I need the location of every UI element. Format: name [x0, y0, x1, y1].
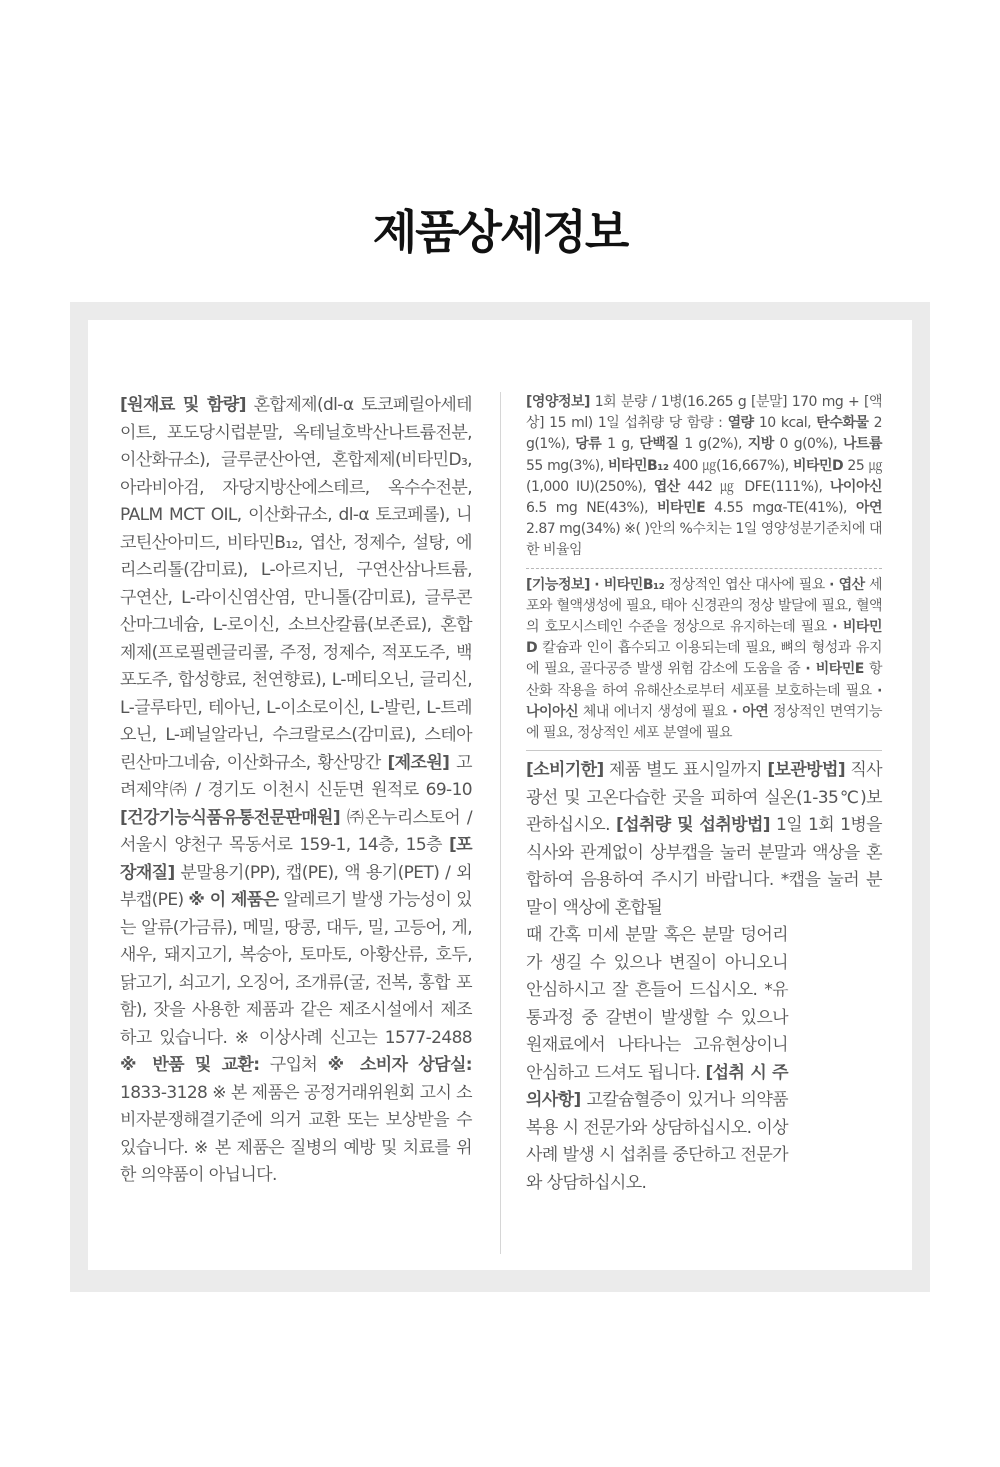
- page-title: 제품상세정보: [372, 205, 628, 259]
- nutrient-name: 나트륨: [842, 436, 883, 453]
- expiry-text: 제품 별도 표시일까지: [608, 760, 763, 781]
- intake-text: 1일 1회 1병을 식사와 관계없이 상부캡을 눌러 분말과 액상을 혼합하여 음용하여 주시기 바랍니다. *캡을 눌러 분말이 액상에 혼합될: [526, 815, 882, 918]
- nutrient-name: 당류: [575, 436, 602, 453]
- nutrient-name: 엽산: [653, 478, 680, 495]
- function-value: 세포와 혈액생성에 필요, 태아 신경관의 정상 발달에 필요, 혈액의 호모시스테인 수준을 정상으로 유지하는데 필요: [526, 576, 883, 636]
- nutrient-name: 단백질: [639, 436, 679, 453]
- nutrient-value: 55 mg(3%),: [526, 457, 608, 474]
- nutrient-value: 1 g,: [607, 436, 640, 453]
- nutrient-name: 비타민D: [792, 457, 844, 474]
- return-label: ※ 반품 및 교환:: [120, 1055, 260, 1075]
- function-value: 항산화 작용을 하여 유해산소로부터 세포를 보호하는데 필요: [526, 661, 883, 699]
- function-name: · 비타민D: [526, 619, 882, 657]
- intake-label: [섭취량 및 섭취방법]: [615, 815, 770, 836]
- product-info-panel: [88, 320, 912, 1270]
- seller-label: [건강기능식품유통전문판매원]: [120, 807, 341, 828]
- left-column: [120, 392, 472, 1190]
- function-name: · 아연: [732, 703, 769, 720]
- consult-text: 1833-3128: [120, 1082, 208, 1103]
- function-name: · 엽산: [829, 576, 865, 593]
- nutrient-name: 지방: [747, 436, 774, 453]
- function-value: 칼슘과 인이 흡수되고 이용되는데 필요, 뼈의 형성과 유지에 필요, 골다공증 발생 위험 감소에 도움을 줌: [526, 640, 882, 678]
- function-value: 체내 에너지 생성에 필요: [582, 703, 733, 720]
- function-items: [526, 577, 882, 741]
- expiry-label: [소비기한]: [526, 760, 604, 781]
- manufacturer-label: [제조원]: [387, 752, 450, 773]
- nutrient-value: 2 g(1%),: [526, 415, 883, 453]
- usage-section-narrow: [526, 922, 788, 1197]
- function-name: · 비타민E: [805, 661, 864, 678]
- nutrient-value: 2.87 mg(34%): [526, 521, 625, 538]
- nutrient-value: 442 ㎍ DFE(111%),: [687, 478, 830, 495]
- caution-text: 고칼슘혈증이 있거나 의약품 복용 시 전문가와 상담하십시오. 이상사례 발생 시 섭취를 중단하고 전문가와 상담하십시오.: [526, 1090, 788, 1193]
- function-section: [526, 575, 882, 745]
- solid-divider: [526, 750, 882, 751]
- function-name: · 비타민B₁₂: [594, 576, 665, 593]
- intake-text-continued: 때 간혹 미세 분말 혹은 분말 덩어리가 생길 수 있으나 변질이 아니오니 안심하시고 잘 흔들어 드십시오. *유통과정 중 갈변이 발생할 수 있으나 원재료에서 나타나는 고유현상이니 안심하고 드셔도 됩니다.: [526, 925, 788, 1083]
- function-value: 정상적인 엽산 대사에 필요: [668, 576, 830, 593]
- nutrient-name: 열량: [727, 415, 754, 432]
- notice-text: ※ 본 제품은 공정거래위원회 고시 소비자분쟁해결기준에 의거 교환 또는 보상받을 수 있습니다. ※ 본 제품은 질병의 예방 및 치료를 위한 의약품이 아닙니다.: [120, 1082, 473, 1185]
- nutrient-value: 25 ㎍(1,000 IU)(250%),: [526, 457, 882, 495]
- allergy-label: ※ 이 제품은: [188, 890, 279, 910]
- nutrition-serving: 1회 분량 / 1병(16.265 g [분말] 170 mg + [액상] 15 ml) 1일 섭취량 당 함량 :: [526, 394, 883, 432]
- usage-section: [526, 757, 882, 922]
- nutrient-name: 비타민E: [657, 500, 706, 517]
- nutrition-label: [영양정보]: [526, 394, 590, 410]
- nutrient-value: 4.55 mgα-TE(41%),: [714, 500, 856, 517]
- nutrient-value: 10 kcal,: [758, 415, 817, 432]
- storage-label: [보관방법]: [767, 760, 845, 781]
- column-divider: [500, 392, 501, 1254]
- nutrient-value: 0 g(0%),: [779, 436, 843, 453]
- storage-text: 직사광선 및 고온다습한 곳을 피하여 실온(1-35℃)보관하십시오.: [526, 760, 882, 836]
- function-name: · 나이아신: [526, 682, 882, 720]
- product-info-frame: [70, 302, 930, 1292]
- nutrition-note: ※( )안의 %수치는 1일 영양성분기준치에 대한 비율임: [526, 521, 882, 559]
- ingredients-text: 혼합제제(dl-α 토코페릴아세테이트, 포도당시럽분말, 옥테닐호박산나트륨전분, 이산화규소), 글루쿤산아연, 혼합제제(비타민D₃, 아라비아검, 자당지방산에스테르, 옥수수전분, PALM MCT OIL, 이산화규소, dl-α 토코페롤), 니코틴산아미드, 비타민B₁₂, 엽산, 정제수, 설탕, 에리스리톨(감미료), L-아르지닌, 구연산삼나트륨, 구연산, L-라이신염산염, 만니톨(감미료), 글루콘산마그네슘, L-로이신, 소브산칼륨(보존료), 혼합제제(프로필렌글리콜, 주정, 정제수, 적포도주, 백포도주, 합성향료, 천연향료), L-메티오닌, 글리신, L-글루타민, 테아닌, L-이소로이신, L-발린, L-트레오닌, L-페닐알라닌, 수크랄로스(감미료), 스테아린산마그네슘, 이산화규소, 황산망간: [120, 395, 472, 773]
- nutrient-name: 나이아신: [829, 478, 882, 495]
- nutrition-items: [526, 415, 882, 537]
- ingredients-label: [원재료 및 함량]: [120, 395, 246, 415]
- allergy-text: 알레르기 발생 가능성이 있는 알류(가금류), 메밀, 땅콩, 대두, 밀, 고등어, 게, 새우, 돼지고기, 복숭아, 토마토, 아황산류, 호두, 닭고기, 쇠고기, 오징어, 조개류(굴, 전복, 홍합 포함), 잣을 사용한 제품과 같은 제조시설에서 제조하고 있습니다.: [120, 890, 472, 1048]
- seller-text: ㈜온누리스토어 / 서울시 양천구 목동서로 159-1, 14층, 15층: [120, 807, 473, 855]
- nutrient-name: 비타민B₁₂: [607, 457, 669, 474]
- nutrient-name: 아연: [855, 500, 883, 517]
- nutrient-value: 1 g(2%),: [684, 436, 748, 453]
- nutrient-name: 탄수화물: [816, 415, 869, 432]
- nutrient-value: 400 ㎍(16,667%),: [672, 457, 793, 474]
- manufacturer-text: 고려제약㈜ / 경기도 이천시 신둔면 원적로 69-10: [120, 752, 472, 800]
- nutrition-section: [526, 392, 882, 562]
- report-text: ※ 이상사례 신고는 1577-2488: [234, 1027, 473, 1048]
- caution-label: [섭취 시 주의사항]: [526, 1062, 788, 1111]
- function-label: [기능정보]: [526, 576, 590, 593]
- packaging-label: [포장재질]: [120, 835, 472, 883]
- right-column: [526, 392, 882, 1197]
- function-value: 정상적인 면역기능에 필요, 정상적인 세포 분열에 필요: [526, 703, 883, 742]
- nutrient-value: 6.5 mg NE(43%),: [526, 500, 658, 517]
- return-text: 구입처: [269, 1055, 318, 1075]
- packaging-text: 분말용기(PP), 캡(PE), 액 용기(PET) / 외부캡(PE): [120, 862, 472, 910]
- consult-label: ※ 소비자 상담실:: [327, 1055, 472, 1075]
- dashed-divider: [526, 568, 882, 569]
